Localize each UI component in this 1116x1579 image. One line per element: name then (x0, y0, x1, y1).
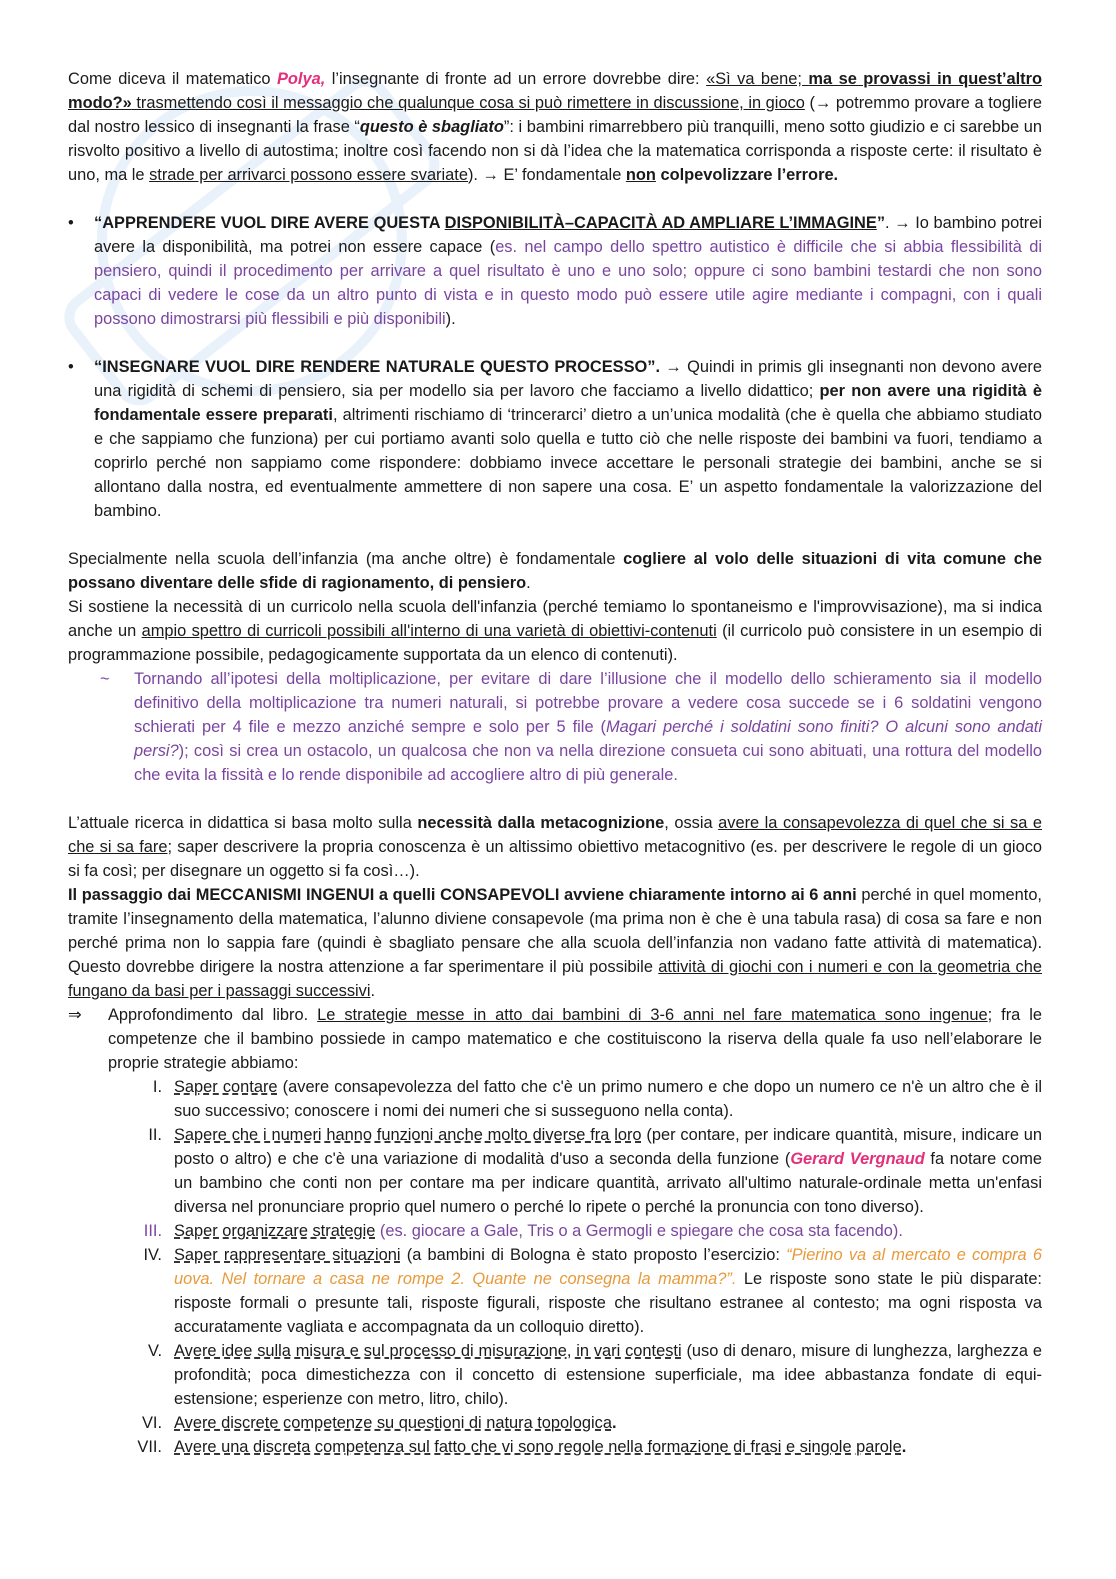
list-item: IV. Saper rappresentare situazioni (a bambini di Bologna è stato proposto l’esercizio: “Pierino va al mercato e compra 6 uova. Nel tornare a casa ne rompe 2. Quante ne consegna la mamma?”. Le risposte sono state le più disparate: risposte formali o presunte tali, risposte figurali, risposte che risultano estranee al contesto; ma ogni risposta va accuratamente vagliata e accompagnata da un colloquio diretto). (143, 1246, 1042, 1336)
paragraph-metacognizione: L’attuale ricerca in didattica si basa molto sulla necessità dalla metacognizione, ossia avere la consapevolezza di quel che si sa e che si sa fare; saper descrivere la propria conoscenza è un altissimo obiettivo metacognitivo (es. per descrivere le regole di un gioco si fa così; per disegnare un oggetto si fa così…). (68, 814, 1042, 880)
paragraph-passaggio: Il passaggio dai MECCANISMI INGENUI a quelli CONSAPEVOLI avviene chiaramente intorno ai 6 anni perché in quel momento, tramite l’insegnamento della matematica, l’alunno diviene consapevole (ma prima non è che è una tabula rasa) di cosa sa fare e non perché prima non lo sappia fare (quindi è sbagliato pensare che alla scuola dell’infanzia non vadano fatte attività di matematica). Questo dovrebbe dirigere la nostra attenzione a far sperimentare il più possibile attività di giochi con i numeri e con la geometria che fungano da basi per i passaggi successivi. (68, 886, 1042, 1000)
list-item: II. Sapere che i numeri hanno funzioni anche molto diverse fra loro (per contare, per indicare quantità, misure, indicare un posto o altro) e che c'è una variazione di modalità d'uso a seconda della funzione (Gerard Vergnaud fa notare come un bambino che conti non per contare ma per indicare quantità, arrivato all'ultimo naturale-ordinale metta un'enfasi diversa nel pronunciare proprio quel numero o perché lo ripete o perché la pronuncia con tono diverso). (148, 1126, 1043, 1216)
approfondimento: ⇒ Approfondimento dal libro. Le strategie messe in atto dai bambini di 3-6 anni nel fare matematica sono ingenue; fra le competenze che il bambino possiede in campo matematico e che costituiscono la riserva della quale fa uso nell’elaborare le proprie strategie abbiamo: (68, 1003, 1042, 1075)
competence-list (68, 1075, 1042, 1459)
tilde-marker: ~ (100, 670, 110, 688)
bullet-apprendere: • “APPRENDERE VUOL DIRE AVERE QUESTA DISPONIBILITÀ–CAPACITÀ AD AMPLIARE L’IMMAGINE”. → Io bambino potrei avere la disponibilità, ma potrei non essere capace (es. nel campo dello spettro autistico è difficile che si abbia flessibilità di pensiero, quindi il procedimento per arrivare a quel risultato è uno e uno solo; oppure ci sono bambini testardi che non sono capaci di vedere le cose da un altro punto di vista e in questo modo può essere utile agire mediante i compagni, con i quali possono dimostrarsi più flessibili e più disponibili). (68, 211, 1042, 331)
bullet-marker: • (68, 214, 74, 232)
paragraph-infanzia: Specialmente nella scuola dell’infanzia (ma anche oltre) è fondamentale cogliere al volo delle situazioni di vita comune che possano diventare delle sfide di ragionamento, di pensiero. (68, 550, 1042, 592)
author-name-polya: Polya, (276, 70, 326, 88)
list-item: I. Saper contare (avere consapevolezza del fatto che c'è un primo numero e che dopo un numero ce n'è un altro che è il suo successivo; conoscere i nomi dei numeri che si susseguono nella conta). (152, 1078, 1043, 1120)
paragraph-polya: Come diceva il matematico Polya, l’insegnante di fronte ad un errore dovrebbe dire: «Sì va bene; ma se provassi in quest’altro modo?» trasmettendo così il messaggio che qualunque cosa si può rimettere in discussione, in gioco (→ potremmo provare a togliere dal nostro lessico di insegnanti la frase “questo è sbagliato”: i bambini rimarrebbero più tranquilli, meno sotto giudizio e ci sarebbe un risvolto positivo a livello di autostima; inoltre così facendo non si dà l’idea che la matematica corrisponda a risposte certe: il risultato è uno, ma le strade per arrivarci possono essere svariate). → E’ fondamentale non colpevolizzare l’errore. (68, 70, 1042, 184)
note-moltiplicazione: ~ Tornando all’ipotesi della moltiplicazione, per evitare di dare l’illusione che il modello dello schieramento sia il modello definitivo della moltiplicazione tra numeri naturali, si potrebbe provare a vedere cosa succede se i 6 soldatini vengono schierati per 4 file e mezzo anziché sempre e solo per 5 file (Magari perché i soldatini sono finiti? O alcuni sono andati persi?); così si crea un ostacolo, un qualcosa che non va nella direzione consueta cui sono abituati, una rottura del modello che evita la fissità e lo rende disponibile ad accogliere altro di più generale. (68, 667, 1042, 787)
bullet-insegnare: • “INSEGNARE VUOL DIRE RENDERE NATURALE QUESTO PROCESSO”. → Quindi in primis gli insegnanti non devono avere una rigidità di schemi di pensiero, sia per modello sia per lavoro che facciamo a livello didattico; per non avere una rigidità è fondamentale essere preparati, altrimenti rischiamo di ‘trincerarci’ dietro a un’unica modalità (che è quella che abbiamo studiato e che sappiamo che funziona) per cui portiamo avanti solo quella e tutto ciò che nelle risposte dei bambini va fuori, tendiamo a coprirlo perché non sappiamo come rispondere: dobbiamo invece accettare le personali strategie dei bambini, anche se si allontano dalla nostra, ed eventualmente ammettere di non sapere una cosa. E’ un aspetto fondamentale la valorizzazione del bambino. (68, 355, 1042, 523)
paragraph-curricolo: Si sostiene la necessità di un curricolo nella scuola dell'infanzia (perché temiamo lo spontaneismo e l'improvvisazione), ma si indica anche un ampio spettro di curricoli possibili all'interno di una varietà di obiettivi-contenuti (il curricolo può consistere in un esempio di programmazione possibile, pedagogicamente supportata da un elenco di contenuti). (68, 598, 1043, 664)
list-item: VI. Avere discrete competenze su questioni di natura topologica. (141, 1414, 617, 1432)
bullet-marker: • (68, 358, 74, 376)
list-item: III. Saper organizzare strategie (es. giocare a Gale, Tris o a Germogli e spiegare che cosa sta facendo). (143, 1222, 903, 1240)
double-arrow-icon: ⇒ (68, 1006, 82, 1024)
list-item: V. Avere idee sulla misura e sul processo di misurazione, in vari contesti (uso di denaro, misure di lunghezza, larghezza e profondità; poca dimestichezza con il concetto di estensione superficiale, ma idee abbastanza fondate di equi-estensione; esperienze con metro, litro, chilo). (148, 1342, 1042, 1408)
list-item: VII. Avere una discreta competenza sul fatto che vi sono regole nella formazione di frasi e singole parole. (137, 1438, 907, 1456)
author-name-vergnaud: Gerard Vergnaud (790, 1150, 925, 1168)
document-page (68, 67, 1042, 1459)
